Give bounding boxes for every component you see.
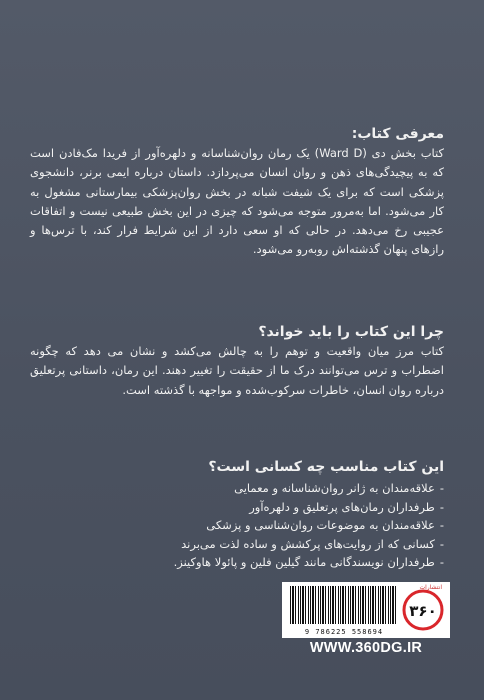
publisher-label: انتشارات — [419, 584, 442, 591]
publisher-logo-text: ۳۶۰ — [409, 602, 437, 620]
list-item: -طرفداران رمان‌های پرتعلیق و دلهره‌آور — [249, 499, 444, 514]
intro-heading: معرفی کتاب: — [351, 126, 444, 142]
list-item: -کسانی که از روایت‌های پرکشش و ساده لذت می‌برند — [181, 536, 444, 551]
why-read-heading: چرا این کتاب را باید خواند؟ — [258, 324, 444, 340]
book-intro-section — [30, 124, 444, 260]
list-item: -طرفداران نویسندگانی مانند گیلین فلین و پائولا هاوکینز. — [173, 555, 444, 570]
publisher-logo-icon — [400, 585, 446, 631]
audience-heading: این کتاب مناسب چه کسانی است؟ — [208, 459, 444, 475]
audience-section — [30, 457, 444, 572]
list-item: -علاقه‌مندان به ژانر روان‌شناسانه و معمایی — [234, 481, 444, 495]
barcode-panel — [282, 582, 450, 638]
intro-paragraph: کتاب بخش دی (Ward D) یک رمان روان‌شناسانه و دلهره‌آور از فریدا مک‌فادن است که به پیچیدگی‌های ذهن و روان انسان می‌پردازد. داستان درباره ایمی برنر، دانشجوی پزشکی است که برای یک شیفت شبانه در بخش روان‌پزشکی بیمارستانی مشغول به کار می‌شود. اما به‌مرور متوجه می‌شود که چیزی در این بخش طبیعی نیست و اتفاقات عجیبی رخ می‌دهد. در حالی که او سعی دارد از این شرایط فرار کند، با ترس‌ها و رازهای پنهان گذشته‌اش روبه‌رو می‌شود. — [30, 146, 444, 257]
why-read-section — [30, 322, 444, 400]
barcode-image — [290, 586, 398, 624]
audience-list — [30, 479, 444, 572]
publisher-website: WWW.360DG.IR — [309, 640, 423, 656]
list-item: -علاقه‌مندان به موضوعات روان‌شناسی و پزشکی — [206, 518, 444, 533]
why-read-paragraph: کتاب مرز میان واقعیت و توهم را به چالش می‌کشد و نشان می دهد که چگونه اضطراب و ترس می‌توانند درک ما از حقیقت را تغییر دهند. این رمان، داستانی پرتعلیق درباره روان انسان، خاطرات سرکوب‌شده و مواجهه با گذشته است. — [30, 344, 444, 397]
isbn-number: 9 786225 558694 — [304, 628, 384, 636]
